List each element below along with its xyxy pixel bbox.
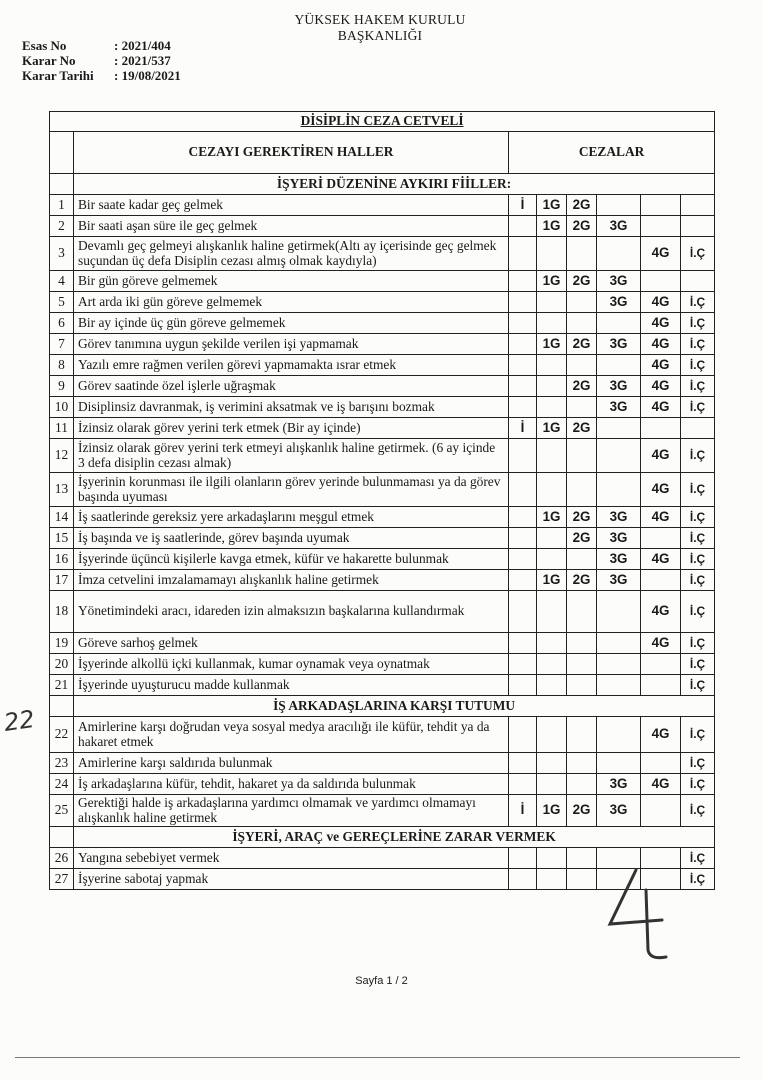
table-row bbox=[50, 376, 715, 397]
meta-label: Karar Tarihi bbox=[22, 68, 94, 83]
penalty-cell: 3G bbox=[597, 334, 641, 355]
row-number: 20 bbox=[50, 654, 74, 675]
penalty-cell bbox=[597, 355, 641, 376]
section-blank-cell bbox=[50, 696, 74, 717]
penalty-cell: 3G bbox=[597, 549, 641, 570]
row-number: 22 bbox=[50, 717, 74, 753]
penalty-cell bbox=[597, 237, 641, 271]
penalty-cell bbox=[597, 675, 641, 696]
penalty-cell bbox=[509, 355, 537, 376]
penalty-cell: 4G bbox=[641, 633, 681, 654]
row-number: 16 bbox=[50, 549, 74, 570]
penalty-cell: 2G bbox=[567, 528, 597, 549]
penalty-cell bbox=[537, 376, 567, 397]
penalty-cell: İ.Ç bbox=[681, 528, 715, 549]
offense-text: İş saatlerinde gereksiz yere arkadaşlarını meşgul etmek bbox=[74, 507, 509, 528]
penalty-cell bbox=[537, 397, 567, 418]
table-row bbox=[50, 195, 715, 216]
penalty-cell bbox=[537, 591, 567, 633]
row-number: 19 bbox=[50, 633, 74, 654]
penalty-cell: 1G bbox=[537, 570, 567, 591]
penalty-cell: 3G bbox=[597, 795, 641, 827]
row-number: 14 bbox=[50, 507, 74, 528]
penalty-cell: İ.Ç bbox=[681, 507, 715, 528]
penalty-cell: 2G bbox=[567, 795, 597, 827]
meta-value: : 19/08/2021 bbox=[114, 68, 181, 83]
table-row bbox=[50, 313, 715, 334]
penalty-cell bbox=[641, 795, 681, 827]
penalty-cell: 3G bbox=[597, 271, 641, 292]
table-row bbox=[50, 549, 715, 570]
penalty-cell bbox=[537, 774, 567, 795]
penalty-cell bbox=[509, 528, 537, 549]
penalty-cell bbox=[509, 633, 537, 654]
penalty-cell: 4G bbox=[641, 507, 681, 528]
table-row bbox=[50, 795, 715, 827]
penalty-cell: İ.Ç bbox=[681, 439, 715, 473]
penalty-cell bbox=[509, 397, 537, 418]
penalty-cell bbox=[537, 439, 567, 473]
row-number: 26 bbox=[50, 848, 74, 869]
penalty-cell bbox=[567, 591, 597, 633]
penalty-cell: 3G bbox=[597, 216, 641, 237]
meta-row-tarih bbox=[22, 68, 181, 83]
penalty-cell: 2G bbox=[567, 271, 597, 292]
row-number: 15 bbox=[50, 528, 74, 549]
offense-text: İşyerine sabotaj yapmak bbox=[74, 869, 509, 890]
penalty-cell bbox=[597, 654, 641, 675]
offense-text: İş arkadaşlarına küfür, tehdit, hakaret ya da saldırıda bulunmak bbox=[74, 774, 509, 795]
penalty-cell: 4G bbox=[641, 717, 681, 753]
penalty-cell: İ.Ç bbox=[681, 633, 715, 654]
penalty-cell bbox=[537, 355, 567, 376]
table-row bbox=[50, 397, 715, 418]
penalty-cell bbox=[509, 292, 537, 313]
handwritten-margin-mark: 22 bbox=[2, 705, 37, 737]
table-row bbox=[50, 271, 715, 292]
footer-rule bbox=[15, 1057, 740, 1058]
row-number: 4 bbox=[50, 271, 74, 292]
table-row bbox=[50, 774, 715, 795]
penalty-cell bbox=[597, 439, 641, 473]
row-number: 18 bbox=[50, 591, 74, 633]
table-row bbox=[50, 237, 715, 271]
offense-text: Görev saatinde özel işlerle uğraşmak bbox=[74, 376, 509, 397]
offense-text: Gerektiği halde iş arkadaşlarına yardımcı olmamak ve yardımcı olmamayı alışkanlık haline getirmek bbox=[74, 795, 509, 827]
row-number: 6 bbox=[50, 313, 74, 334]
penalty-cell bbox=[567, 237, 597, 271]
row-number: 2 bbox=[50, 216, 74, 237]
row-number: 9 bbox=[50, 376, 74, 397]
penalty-cell bbox=[509, 473, 537, 507]
table-row bbox=[50, 292, 715, 313]
penalty-cell bbox=[641, 528, 681, 549]
penalty-cell: 3G bbox=[597, 774, 641, 795]
penalty-cell: 4G bbox=[641, 237, 681, 271]
table-row bbox=[50, 717, 715, 753]
case-meta bbox=[22, 38, 181, 83]
row-number: 17 bbox=[50, 570, 74, 591]
penalty-cell: İ bbox=[509, 418, 537, 439]
offense-text: Bir saati aşan süre ile geç gelmek bbox=[74, 216, 509, 237]
penalty-cell bbox=[641, 675, 681, 696]
meta-value: : 2021/404 bbox=[114, 38, 171, 53]
section-row bbox=[50, 696, 715, 717]
row-number: 1 bbox=[50, 195, 74, 216]
offense-text: İşyerinin korunması ile ilgili olanların görev yerinde bulunmaması ya da görev başında uyuması bbox=[74, 473, 509, 507]
penalty-cell: İ.Ç bbox=[681, 795, 715, 827]
penalty-cell bbox=[537, 848, 567, 869]
penalty-cell: 2G bbox=[567, 507, 597, 528]
penalty-cell bbox=[597, 591, 641, 633]
row-number: 27 bbox=[50, 869, 74, 890]
penalty-cell: 4G bbox=[641, 334, 681, 355]
row-number: 10 bbox=[50, 397, 74, 418]
penalty-cell bbox=[509, 237, 537, 271]
table-row bbox=[50, 439, 715, 473]
offense-text: İşyerinde uyuşturucu madde kullanmak bbox=[74, 675, 509, 696]
penalty-cell bbox=[597, 753, 641, 774]
penalty-cell: İ.Ç bbox=[681, 376, 715, 397]
meta-value: : 2021/537 bbox=[114, 53, 171, 68]
penalty-cell bbox=[681, 216, 715, 237]
penalty-cell bbox=[567, 774, 597, 795]
penalty-cell: İ.Ç bbox=[681, 654, 715, 675]
penalty-cell: İ.Ç bbox=[681, 549, 715, 570]
penalty-cell bbox=[509, 570, 537, 591]
penalty-cell: 1G bbox=[537, 334, 567, 355]
offense-text: Bir saate kadar geç gelmek bbox=[74, 195, 509, 216]
penalty-cell: İ.Ç bbox=[681, 313, 715, 334]
offense-text: Disiplinsiz davranmak, iş verimini aksatmak ve iş barışını bozmak bbox=[74, 397, 509, 418]
penalty-cell: İ.Ç bbox=[681, 292, 715, 313]
table-row bbox=[50, 473, 715, 507]
penalty-cell: İ.Ç bbox=[681, 355, 715, 376]
meta-row-esas bbox=[22, 38, 181, 53]
penalty-cell bbox=[537, 675, 567, 696]
institution-name: YÜKSEK HAKEM KURULU bbox=[294, 12, 466, 27]
meta-label: Esas No bbox=[22, 38, 67, 53]
penalty-cell bbox=[641, 195, 681, 216]
offense-text: İmza cetvelini imzalamamayı alışkanlık haline getirmek bbox=[74, 570, 509, 591]
offense-text: Devamlı geç gelmeyi alışkanlık haline getirmek(Altı ay içerisinde geç gelmek suçundan üç defa Disiplin cezası almış olmak kaydıyla) bbox=[74, 237, 509, 271]
penalty-cell bbox=[509, 869, 537, 890]
penalty-cell: 3G bbox=[597, 376, 641, 397]
section-heading: İŞ ARKADAŞLARINA KARŞI TUTUMU bbox=[74, 696, 715, 717]
section-heading: İŞYERİ DÜZENİNE AYKIRI FİİLLER: bbox=[74, 174, 715, 195]
penalty-table bbox=[49, 111, 715, 890]
meta-row-karar bbox=[22, 53, 181, 68]
penalty-cell: 4G bbox=[641, 774, 681, 795]
row-number: 3 bbox=[50, 237, 74, 271]
penalty-cell bbox=[567, 675, 597, 696]
penalty-cell: 3G bbox=[597, 397, 641, 418]
meta-label: Karar No bbox=[22, 53, 76, 68]
table-row bbox=[50, 753, 715, 774]
penalty-cell: 1G bbox=[537, 418, 567, 439]
offense-text: Görev tanımına uygun şekilde verilen işi yapmamak bbox=[74, 334, 509, 355]
penalty-cell: 4G bbox=[641, 397, 681, 418]
penalty-cell bbox=[641, 271, 681, 292]
penalty-cell bbox=[567, 439, 597, 473]
header-blank-cell bbox=[50, 132, 74, 174]
penalty-cell: 4G bbox=[641, 591, 681, 633]
penalty-cell: 3G bbox=[597, 570, 641, 591]
penalty-cell: 4G bbox=[641, 439, 681, 473]
offense-text: Yazılı emre rağmen verilen görevi yapmamakta ısrar etmek bbox=[74, 355, 509, 376]
row-number: 8 bbox=[50, 355, 74, 376]
penalty-cell: İ bbox=[509, 195, 537, 216]
table-row bbox=[50, 355, 715, 376]
offense-text: Yönetimindeki aracı, idareden izin almaksızın başkalarına kullandırmak bbox=[74, 591, 509, 633]
penalty-cell bbox=[597, 313, 641, 334]
penalty-cell bbox=[567, 633, 597, 654]
row-number: 25 bbox=[50, 795, 74, 827]
penalty-cell bbox=[567, 292, 597, 313]
penalty-cell: İ.Ç bbox=[681, 675, 715, 696]
col-header-cases: CEZAYI GEREKTİREN HALLER bbox=[74, 132, 509, 174]
penalty-cell: İ.Ç bbox=[681, 237, 715, 271]
penalty-cell bbox=[567, 753, 597, 774]
offense-text: Art arda iki gün göreve gelmemek bbox=[74, 292, 509, 313]
penalty-cell bbox=[509, 753, 537, 774]
penalty-cell: 2G bbox=[567, 376, 597, 397]
section-row bbox=[50, 827, 715, 848]
penalty-cell: 2G bbox=[567, 334, 597, 355]
penalty-cell: 4G bbox=[641, 376, 681, 397]
penalty-cell bbox=[509, 591, 537, 633]
penalty-cell bbox=[509, 717, 537, 753]
row-number: 5 bbox=[50, 292, 74, 313]
penalty-cell: İ.Ç bbox=[681, 753, 715, 774]
table-title: DİSİPLİN CEZA CETVELİ bbox=[50, 112, 715, 132]
offense-text: İş başında ve iş saatlerinde, görev başında uyumak bbox=[74, 528, 509, 549]
penalty-cell: 1G bbox=[537, 507, 567, 528]
penalty-cell: 1G bbox=[537, 195, 567, 216]
table-row bbox=[50, 675, 715, 696]
section-blank-cell bbox=[50, 174, 74, 195]
penalty-cell: İ.Ç bbox=[681, 717, 715, 753]
col-header-penalties: CEZALAR bbox=[509, 132, 715, 174]
penalty-cell: 4G bbox=[641, 292, 681, 313]
penalty-cell bbox=[509, 549, 537, 570]
offense-text: Bir ay içinde üç gün göreve gelmemek bbox=[74, 313, 509, 334]
row-number: 7 bbox=[50, 334, 74, 355]
offense-text: İşyerinde üçüncü kişilerle kavga etmek, küfür ve hakarette bulunmak bbox=[74, 549, 509, 570]
penalty-cell bbox=[537, 717, 567, 753]
penalty-cell bbox=[537, 549, 567, 570]
handwritten-number-mark bbox=[588, 862, 688, 967]
table-row bbox=[50, 334, 715, 355]
penalty-cell bbox=[537, 237, 567, 271]
table-row bbox=[50, 591, 715, 633]
penalty-cell bbox=[537, 528, 567, 549]
penalty-cell: 2G bbox=[567, 570, 597, 591]
table-row bbox=[50, 528, 715, 549]
penalty-cell bbox=[567, 355, 597, 376]
section-row bbox=[50, 174, 715, 195]
offense-text: Göreve sarhoş gelmek bbox=[74, 633, 509, 654]
penalty-cell: 2G bbox=[567, 418, 597, 439]
penalty-cell bbox=[509, 848, 537, 869]
penalty-cell: İ bbox=[509, 795, 537, 827]
penalty-cell bbox=[567, 397, 597, 418]
table-row bbox=[50, 570, 715, 591]
penalty-cell bbox=[537, 633, 567, 654]
penalty-cell: 3G bbox=[597, 292, 641, 313]
penalty-cell: İ.Ç bbox=[681, 591, 715, 633]
penalty-cell bbox=[641, 654, 681, 675]
penalty-cell bbox=[509, 376, 537, 397]
section-heading: İŞYERİ, ARAÇ ve GEREÇLERİNE ZARAR VERMEK bbox=[74, 827, 715, 848]
penalty-cell: 4G bbox=[641, 313, 681, 334]
penalty-cell: İ.Ç bbox=[681, 473, 715, 507]
penalty-cell bbox=[537, 292, 567, 313]
row-number: 12 bbox=[50, 439, 74, 473]
penalty-cell bbox=[509, 675, 537, 696]
table-row bbox=[50, 633, 715, 654]
row-number: 24 bbox=[50, 774, 74, 795]
penalty-cell: İ.Ç bbox=[681, 334, 715, 355]
table-row bbox=[50, 216, 715, 237]
penalty-cell bbox=[681, 195, 715, 216]
penalty-cell bbox=[537, 313, 567, 334]
penalty-cell bbox=[567, 717, 597, 753]
penalty-cell bbox=[567, 654, 597, 675]
penalty-cell bbox=[597, 418, 641, 439]
penalty-cell bbox=[597, 195, 641, 216]
penalty-cell bbox=[509, 654, 537, 675]
penalty-cell bbox=[597, 473, 641, 507]
penalty-cell: İ.Ç bbox=[681, 397, 715, 418]
penalty-cell bbox=[509, 507, 537, 528]
penalty-cell bbox=[537, 654, 567, 675]
penalty-cell bbox=[681, 271, 715, 292]
page-number: Sayfa 1 / 2 bbox=[355, 975, 408, 987]
table-row bbox=[50, 654, 715, 675]
penalty-cell: 3G bbox=[597, 528, 641, 549]
penalty-cell bbox=[537, 869, 567, 890]
offense-text: Bir gün göreve gelmemek bbox=[74, 271, 509, 292]
penalty-cell bbox=[567, 549, 597, 570]
row-number: 21 bbox=[50, 675, 74, 696]
offense-text: İşyerinde alkollü içki kullanmak, kumar oynamak veya oynatmak bbox=[74, 654, 509, 675]
penalty-cell: 4G bbox=[641, 473, 681, 507]
section-blank-cell bbox=[50, 827, 74, 848]
penalty-cell: 2G bbox=[567, 195, 597, 216]
table-row bbox=[50, 507, 715, 528]
offense-text: Amirlerine karşı doğrudan veya sosyal medya aracılığı ile küfür, tehdit ya da hakaret etmek bbox=[74, 717, 509, 753]
penalty-cell bbox=[509, 271, 537, 292]
penalty-cell: İ.Ç bbox=[681, 869, 715, 890]
institution-subtitle: BAŞKANLIĞI bbox=[337, 28, 423, 43]
offense-text: Amirlerine karşı saldırıda bulunmak bbox=[74, 753, 509, 774]
penalty-cell bbox=[597, 633, 641, 654]
penalty-cell bbox=[641, 753, 681, 774]
penalty-cell: İ.Ç bbox=[681, 570, 715, 591]
penalty-cell: 4G bbox=[641, 549, 681, 570]
penalty-cell: 1G bbox=[537, 795, 567, 827]
penalty-cell bbox=[509, 216, 537, 237]
penalty-cell bbox=[509, 334, 537, 355]
penalty-cell bbox=[509, 439, 537, 473]
penalty-cell bbox=[567, 313, 597, 334]
penalty-cell: 2G bbox=[567, 216, 597, 237]
penalty-cell bbox=[509, 313, 537, 334]
penalty-cell bbox=[641, 216, 681, 237]
penalty-cell: 3G bbox=[597, 507, 641, 528]
penalty-cell bbox=[537, 753, 567, 774]
penalty-cell bbox=[597, 717, 641, 753]
table-row bbox=[50, 418, 715, 439]
offense-text: İzinsiz olarak görev yerini terk etmek (Bir ay içinde) bbox=[74, 418, 509, 439]
penalty-cell bbox=[641, 418, 681, 439]
offense-text: İzinsiz olarak görev yerini terk etmeyi alışkanlık haline getirmek. (6 ay içinde 3 defa disiplin cezası almak) bbox=[74, 439, 509, 473]
penalty-cell bbox=[641, 570, 681, 591]
penalty-cell: 1G bbox=[537, 216, 567, 237]
penalty-cell bbox=[509, 774, 537, 795]
row-number: 13 bbox=[50, 473, 74, 507]
penalty-cell: 4G bbox=[641, 355, 681, 376]
penalty-cell: İ.Ç bbox=[681, 774, 715, 795]
row-number: 23 bbox=[50, 753, 74, 774]
penalty-cell bbox=[537, 473, 567, 507]
offense-text: Yangına sebebiyet vermek bbox=[74, 848, 509, 869]
penalty-cell: 1G bbox=[537, 271, 567, 292]
row-number: 11 bbox=[50, 418, 74, 439]
penalty-cell bbox=[567, 473, 597, 507]
penalty-cell bbox=[681, 418, 715, 439]
penalty-cell: İ.Ç bbox=[681, 848, 715, 869]
